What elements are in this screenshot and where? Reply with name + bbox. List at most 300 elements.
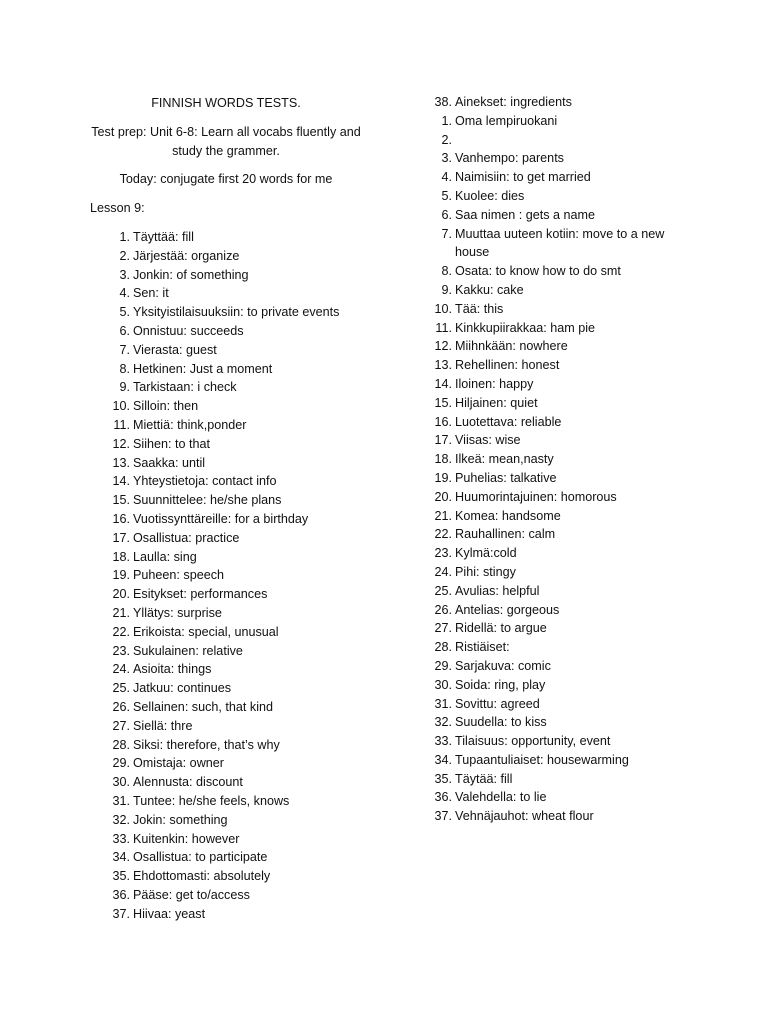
list-item-line: Jonkin: of something	[133, 267, 249, 282]
list-item	[98, 867, 388, 886]
list-item	[420, 431, 710, 450]
list-item-text	[455, 356, 710, 375]
list-item	[98, 266, 388, 285]
list-item-text	[455, 187, 710, 206]
vocab-list-right	[420, 93, 710, 826]
list-item	[98, 548, 388, 567]
list-item-line: Tilaisuus: opportunity, event	[455, 734, 611, 749]
list-item-line: Antelias: gorgeous	[455, 602, 560, 617]
list-item	[98, 435, 388, 454]
list-item-line: Saakka: until	[133, 455, 206, 470]
list-item	[98, 754, 388, 773]
list-item	[98, 623, 388, 642]
list-item-line: Vehnäjauhot: wheat flour	[455, 809, 594, 824]
list-item-line: Sovittu: agreed	[455, 696, 540, 711]
list-item-line: Osallistua: to participate	[133, 850, 268, 865]
list-item-number: 23.	[434, 546, 452, 561]
list-item-line: Alennusta: discount	[133, 775, 243, 790]
list-item	[98, 360, 388, 379]
list-item-number: 33.	[112, 831, 130, 846]
list-item-text	[455, 544, 710, 563]
list-item-line: Yhteystietoja: contact info	[133, 474, 277, 489]
list-item	[420, 206, 710, 225]
list-item-number: 29.	[112, 756, 130, 771]
list-item-number: 34.	[434, 752, 452, 767]
list-item	[420, 525, 710, 544]
list-item-line: Kakku: cake	[455, 282, 524, 297]
list-item-number: 19.	[434, 470, 452, 485]
list-item-text	[133, 472, 388, 491]
list-item	[420, 450, 710, 469]
list-item-text	[455, 657, 710, 676]
list-item-line: Kuolee: dies	[455, 188, 525, 203]
list-item-text	[133, 566, 388, 585]
list-item-line: Ilkeä: mean,nasty	[455, 452, 554, 467]
list-item-number: 2.	[441, 132, 452, 147]
list-item	[98, 341, 388, 360]
list-item-text	[133, 642, 388, 661]
list-item	[98, 566, 388, 585]
list-item-line: Siksi: therefore, that’s why	[133, 737, 280, 752]
list-item-text	[133, 378, 388, 397]
list-item-line: Osata: to know how to do smt	[455, 264, 621, 279]
list-item-text	[133, 435, 388, 454]
list-item-line: Sarjakuva: comic	[455, 658, 551, 673]
list-item-text	[455, 770, 710, 789]
list-item-number: 9.	[441, 282, 452, 297]
list-item	[98, 378, 388, 397]
list-item-text	[133, 679, 388, 698]
list-item	[98, 247, 388, 266]
list-item-text	[133, 604, 388, 623]
list-item-number: 34.	[112, 850, 130, 865]
list-item-number: 33.	[434, 734, 452, 749]
list-item	[420, 300, 710, 319]
list-item-line: Tuntee: he/she feels, knows	[133, 793, 290, 808]
list-item-text	[455, 149, 710, 168]
list-item-number: 14.	[112, 474, 130, 489]
list-item	[420, 751, 710, 770]
list-item-line: Pääse: get to/access	[133, 887, 250, 902]
list-item-number: 4.	[119, 286, 130, 301]
list-item-line: Kylmä:cold	[455, 546, 517, 561]
list-item-text	[455, 112, 710, 131]
list-item	[420, 337, 710, 356]
list-item	[98, 322, 388, 341]
list-item-number: 13.	[112, 455, 130, 470]
list-item-number: 19.	[112, 568, 130, 583]
vocab-list-left	[98, 228, 388, 923]
list-item-text	[133, 830, 388, 849]
list-item	[98, 529, 388, 548]
list-item	[98, 303, 388, 322]
list-item-line: Esitykset: performances	[133, 587, 268, 602]
list-item	[98, 454, 388, 473]
list-item-line: Vierasta: guest	[133, 342, 217, 357]
list-item-line: Hiivaa: yeast	[133, 906, 206, 921]
list-item	[420, 507, 710, 526]
list-item	[420, 225, 710, 263]
list-item-number: 27.	[112, 718, 130, 733]
list-item	[98, 284, 388, 303]
list-item-text	[455, 394, 710, 413]
list-item-text	[455, 337, 710, 356]
list-item	[98, 886, 388, 905]
list-item-number: 25.	[434, 583, 452, 598]
list-item-text	[133, 867, 388, 886]
list-item-number: 3.	[119, 267, 130, 282]
list-item-line: Täytää: fill	[455, 771, 513, 786]
list-item	[98, 660, 388, 679]
list-item-number: 11.	[113, 417, 130, 432]
list-item-text	[455, 732, 710, 751]
list-item-number: 16.	[434, 414, 452, 429]
list-item-number: 16.	[112, 511, 130, 526]
list-item-text	[455, 788, 710, 807]
list-item-line: Suunnittelee: he/she plans	[133, 493, 282, 508]
list-item-line: Avulias: helpful	[455, 583, 540, 598]
list-item-line: Sellainen: such, that kind	[133, 699, 274, 714]
list-item-line: Laulla: sing	[133, 549, 197, 564]
list-item	[420, 563, 710, 582]
list-item-text	[133, 397, 388, 416]
list-item-line: Kuitenkin: however	[133, 831, 240, 846]
list-item-text	[455, 582, 710, 601]
list-item-number: 17.	[112, 530, 130, 545]
list-item-number: 37.	[434, 809, 452, 824]
list-item	[420, 356, 710, 375]
list-item	[98, 736, 388, 755]
list-item-line: Sen: it	[133, 286, 169, 301]
list-item-line: Hetkinen: Just a moment	[133, 361, 273, 376]
list-item-number: 21.	[112, 605, 130, 620]
list-item-line: Puheen: speech	[133, 568, 225, 583]
list-item-line: Järjestää: organize	[133, 248, 240, 263]
list-item-text	[455, 751, 710, 770]
list-item	[420, 168, 710, 187]
list-item	[98, 905, 388, 924]
list-item-text	[455, 431, 710, 450]
list-item	[98, 397, 388, 416]
list-item-text	[133, 811, 388, 830]
list-item-line: Oma lempiruokani	[455, 113, 558, 128]
list-item-number: 29.	[434, 658, 452, 673]
list-item-number: 18.	[112, 549, 130, 564]
list-item-text	[133, 491, 388, 510]
list-item-line: Silloin: then	[133, 399, 199, 414]
list-item-line: Jokin: something	[133, 812, 228, 827]
list-item-line: Puhelias: talkative	[455, 470, 557, 485]
list-item	[98, 698, 388, 717]
list-item-text	[455, 281, 710, 300]
list-item-line: Miihnkään: nowhere	[455, 339, 568, 354]
list-item-text	[455, 713, 710, 732]
list-item	[98, 848, 388, 867]
list-item-text	[133, 360, 388, 379]
list-item-text	[455, 375, 710, 394]
list-item-text	[455, 206, 710, 225]
list-item-number: 25.	[112, 681, 130, 696]
list-item-number: 30.	[434, 677, 452, 692]
list-item-text	[133, 773, 388, 792]
list-item-text	[455, 319, 710, 338]
list-item-number: 24.	[434, 564, 452, 579]
list-item-text	[133, 848, 388, 867]
list-item-number: 14.	[434, 376, 452, 391]
list-item-text	[455, 695, 710, 714]
list-item	[420, 375, 710, 394]
list-item-number: 23.	[112, 643, 130, 658]
list-item	[98, 717, 388, 736]
list-item-number: 4.	[441, 170, 452, 185]
list-item	[420, 582, 710, 601]
list-item-text	[133, 698, 388, 717]
list-item-line: Kinkkupiirakkaa: ham pie	[455, 320, 596, 335]
list-item-line: Iloinen: happy	[455, 376, 534, 391]
list-item	[420, 713, 710, 732]
list-item-number: 18.	[434, 452, 452, 467]
today-note: Today: conjugate first 20 words for me	[119, 172, 333, 186]
list-item-number: 8.	[119, 361, 130, 376]
list-item-line: Huumorintajuinen: homorous	[455, 489, 617, 504]
list-item-number: 6.	[119, 323, 130, 338]
list-item-text	[455, 807, 710, 826]
list-item-text	[455, 601, 710, 620]
list-item	[98, 510, 388, 529]
list-item-text	[133, 228, 388, 247]
list-item	[420, 262, 710, 281]
list-item	[420, 657, 710, 676]
list-item-text	[455, 638, 710, 657]
list-item-line: Saa nimen : gets a name	[455, 207, 596, 222]
list-item-number: 38.	[434, 95, 452, 109]
list-item-number: 31.	[434, 696, 452, 711]
list-item-text	[133, 886, 388, 905]
list-item-line: Yllätys: surprise	[133, 605, 222, 620]
list-item-text	[455, 262, 710, 281]
list-item-number: 17.	[434, 433, 452, 448]
list-item-text	[455, 563, 710, 582]
list-item	[420, 93, 710, 112]
list-item-line: Muuttaa uuteen kotiin: move to a new	[455, 226, 665, 241]
list-item-text	[455, 507, 710, 526]
list-item-number: 3.	[441, 151, 452, 166]
list-item-line: Yksityistilaisuuksiin: to private events	[133, 305, 340, 320]
list-item-number: 15.	[112, 493, 130, 508]
list-item-text	[455, 93, 710, 112]
list-item	[98, 830, 388, 849]
list-item	[420, 544, 710, 563]
list-item-text	[133, 284, 388, 303]
list-item-number: 36.	[434, 790, 452, 805]
lesson-heading: Lesson 9:	[90, 201, 145, 215]
list-item-number: 26.	[112, 699, 130, 714]
list-item-line: Omistaja: owner	[133, 756, 224, 771]
list-item-number: 31.	[112, 793, 130, 808]
list-item-text	[455, 469, 710, 488]
list-item	[420, 732, 710, 751]
list-item-line: Ristiäiset:	[455, 640, 510, 655]
list-item-number: 28.	[112, 737, 130, 752]
list-item-text	[133, 792, 388, 811]
list-item-text	[133, 548, 388, 567]
list-item-number: 10.	[112, 399, 130, 414]
list-item-text	[133, 585, 388, 604]
list-item	[98, 228, 388, 247]
list-item-number: 35.	[434, 771, 452, 786]
list-item-text	[133, 416, 388, 435]
list-item-number: 28.	[434, 640, 452, 655]
list-item-number: 5.	[441, 188, 452, 203]
list-item-line: Rauhallinen: calm	[455, 527, 556, 542]
list-item-line: Ehdottomasti: absolutely	[133, 869, 271, 884]
list-item	[420, 788, 710, 807]
list-item-number: 8.	[441, 264, 452, 279]
list-item-text	[133, 905, 388, 924]
list-item-line: Luotettava: reliable	[455, 414, 562, 429]
list-item-number: 20.	[112, 587, 130, 602]
list-item-text	[133, 454, 388, 473]
list-item	[98, 491, 388, 510]
list-item-number: 22.	[434, 527, 452, 542]
list-item-number: 32.	[434, 715, 452, 730]
list-item-line: Valehdella: to lie	[455, 790, 547, 805]
list-item	[98, 604, 388, 623]
list-item-text	[455, 619, 710, 638]
list-item-line: Tupaantuliaiset: housewarming	[455, 752, 629, 767]
list-item-number: 11.	[435, 320, 452, 335]
list-item-number: 36.	[112, 887, 130, 902]
list-item-line: Hiljainen: quiet	[455, 395, 538, 410]
list-item-line: Soida: ring, play	[455, 677, 546, 692]
list-item-text	[133, 754, 388, 773]
list-item-number: 13.	[434, 358, 452, 373]
list-item-line: Siellä: thre	[133, 718, 193, 733]
list-item-line: Onnistuu: succeeds	[133, 323, 244, 338]
document-title: FINNISH WORDS TESTS.	[151, 96, 301, 110]
list-item	[420, 319, 710, 338]
list-item-number: 35.	[112, 869, 130, 884]
list-item-text	[455, 488, 710, 507]
list-item-line: Miettiä: think,ponder	[133, 417, 247, 432]
list-item	[420, 394, 710, 413]
list-item-number: 15.	[434, 395, 452, 410]
list-item-number: 12.	[112, 436, 130, 451]
list-item-number: 7.	[119, 342, 130, 357]
list-item-number: 32.	[112, 812, 130, 827]
list-item-text	[133, 322, 388, 341]
list-item-line: Viisas: wise	[455, 433, 521, 448]
list-item-text	[133, 660, 388, 679]
list-item-number: 20.	[434, 489, 452, 504]
list-item-text	[455, 168, 710, 187]
list-item-number: 9.	[119, 380, 130, 395]
list-item-text	[133, 303, 388, 322]
list-item-number: 30.	[112, 775, 130, 790]
list-item-number: 21.	[434, 508, 452, 523]
list-item	[420, 676, 710, 695]
list-item-line: Sukulainen: relative	[133, 643, 243, 658]
list-item-line: Pihi: stingy	[455, 564, 516, 579]
list-item	[98, 642, 388, 661]
list-item-number: 10.	[434, 301, 452, 316]
list-item	[420, 281, 710, 300]
list-item-line: Komea: handsome	[455, 508, 561, 523]
list-item	[420, 695, 710, 714]
list-item-line: Tarkistaan: i check	[133, 380, 237, 395]
list-item	[420, 469, 710, 488]
list-item-line: Vuotissynttäreille: for a birthday	[133, 511, 309, 526]
list-item	[420, 488, 710, 507]
list-item-text	[133, 529, 388, 548]
list-item	[98, 811, 388, 830]
list-item	[98, 679, 388, 698]
list-item	[420, 807, 710, 826]
list-item	[420, 187, 710, 206]
list-item-line: Siihen: to that	[133, 436, 211, 451]
list-item-number: 1.	[441, 113, 452, 128]
test-prep-note: Test prep: Unit 6-8: Learn all vocabs fluently and study the grammer.	[91, 125, 361, 158]
list-item-line: Jatkuu: continues	[133, 681, 232, 696]
list-item	[420, 638, 710, 657]
list-item-line: Suudella: to kiss	[455, 715, 547, 730]
list-item-number: 37.	[112, 906, 130, 921]
list-item-line: Asioita: things	[133, 662, 212, 677]
list-item-number: 12.	[434, 339, 452, 354]
list-item-line: Vanhempo: parents	[455, 151, 564, 166]
list-item	[420, 619, 710, 638]
list-item-line: house	[455, 245, 490, 260]
list-item	[420, 131, 710, 150]
list-item	[98, 416, 388, 435]
list-item	[98, 585, 388, 604]
list-item-line: Täyttää: fill	[133, 230, 194, 244]
list-item-text	[133, 510, 388, 529]
list-item-line: Ridellä: to argue	[455, 621, 547, 636]
list-item	[98, 792, 388, 811]
list-item-text	[455, 450, 710, 469]
list-item-number: 24.	[112, 662, 130, 677]
list-item-number: 27.	[434, 621, 452, 636]
list-item-text	[133, 623, 388, 642]
list-item	[420, 112, 710, 131]
list-item	[420, 770, 710, 789]
list-item-text	[455, 300, 710, 319]
list-item	[420, 413, 710, 432]
list-item-text	[455, 525, 710, 544]
list-item-line: Erikoista: special, unusual	[133, 624, 279, 639]
list-item	[98, 472, 388, 491]
list-item	[420, 601, 710, 620]
list-item-number: 6.	[441, 207, 452, 222]
list-item-text	[133, 266, 388, 285]
list-item-number: 22.	[112, 624, 130, 639]
list-item-number: 2.	[119, 248, 130, 263]
list-item	[420, 149, 710, 168]
list-item-line: Rehellinen: honest	[455, 358, 560, 373]
list-item-text	[455, 676, 710, 695]
list-item-number: 1.	[119, 230, 130, 244]
list-item-text	[455, 225, 710, 263]
list-item-text	[455, 413, 710, 432]
list-item-line: Ainekset: ingredients	[455, 95, 572, 109]
list-item-number: 26.	[434, 602, 452, 617]
list-item-text	[133, 717, 388, 736]
list-item-number: 7.	[441, 226, 452, 241]
list-item-line: Naimisiin: to get married	[455, 170, 591, 185]
list-item-line: Osallistua: practice	[133, 530, 240, 545]
list-item-number: 5.	[119, 305, 130, 320]
